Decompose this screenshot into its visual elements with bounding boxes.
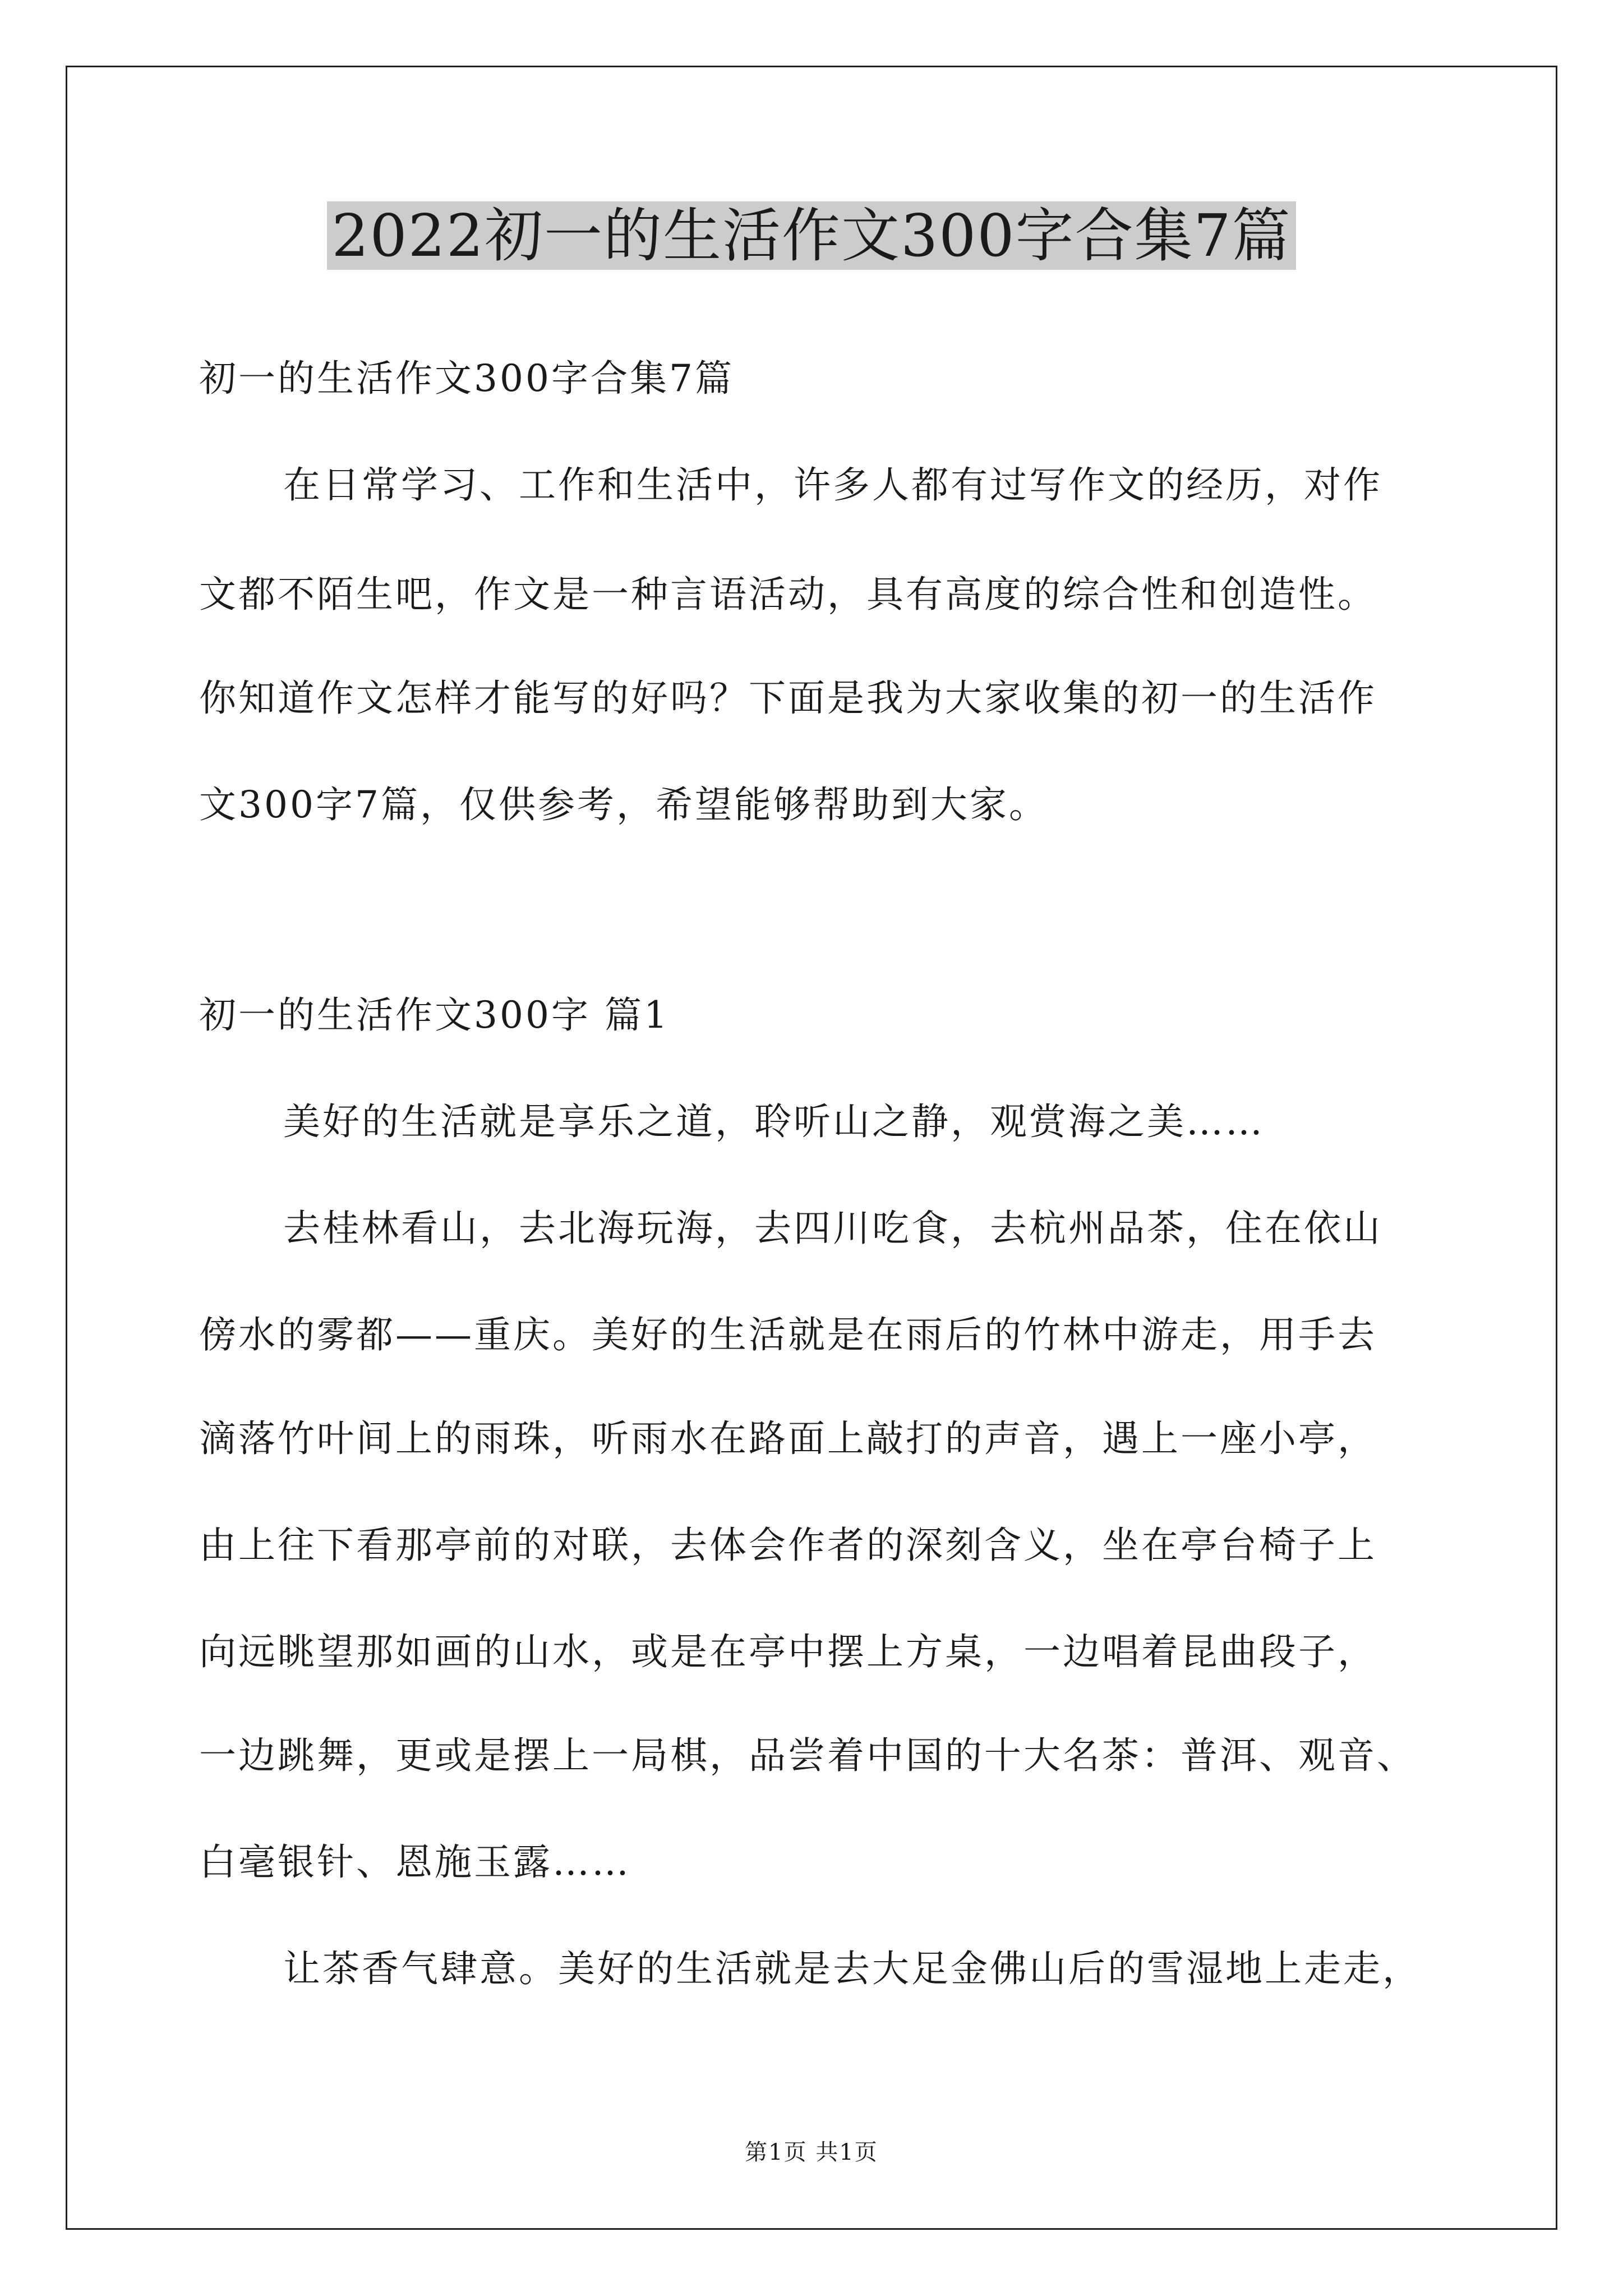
document-subtitle: 初一的生活作文300字合集7篇 [199,357,734,400]
document-title-text: 2022初一的生活作文300字合集7篇 [327,201,1295,270]
essay-line-5: 由上往下看那亭前的对联，去体会作者的深刻含义，坐在亭台椅子上 [199,1524,1377,1567]
intro-line-4: 文300字7篇，仅供参考，希望能够帮助到大家。 [199,783,1048,826]
page-footer: 第1页 共1页 [745,2139,878,2165]
intro-line-2: 文都不陌生吧，作文是一种言语活动，具有高度的综合性和创造性。 [199,573,1377,616]
essay-line-2: 去桂林看山，去北海玩海，去四川吃食，去杭州品茶，住在依山 [283,1207,1382,1250]
essay-line-7: 一边跳舞，更或是摆上一局棋，品尝着中国的十大名茶：普洱、观音、 [199,1734,1416,1777]
essay-line-6: 向远眺望那如画的山水，或是在亭中摆上方桌，一边唱着昆曲段子， [199,1630,1377,1673]
intro-line-1: 在日常学习、工作和生活中，许多人都有过写作文的经历，对作 [283,463,1382,507]
intro-line-3: 你知道作文怎样才能写的好吗？下面是我为大家收集的初一的生活作 [199,677,1377,720]
essay-line-3: 傍水的雾都——重庆。美好的生活就是在雨后的竹林中游走，用手去 [199,1313,1377,1356]
essay-line-1: 美好的生活就是享乐之道，聆听山之静，观赏海之美…… [283,1100,1265,1143]
essay-line-4: 滴落竹叶间上的雨珠，听雨水在路面上敲打的声音，遇上一座小亭， [199,1417,1377,1460]
essay-line-8: 白毫银针、恩施玉露…… [199,1841,631,1884]
document-title [0,194,1623,278]
essay-line-9: 让茶香气肆意。美好的生活就是去大足金佛山后的雪湿地上走走， [283,1947,1422,1990]
section-heading: 初一的生活作文300字 篇1 [199,993,670,1037]
